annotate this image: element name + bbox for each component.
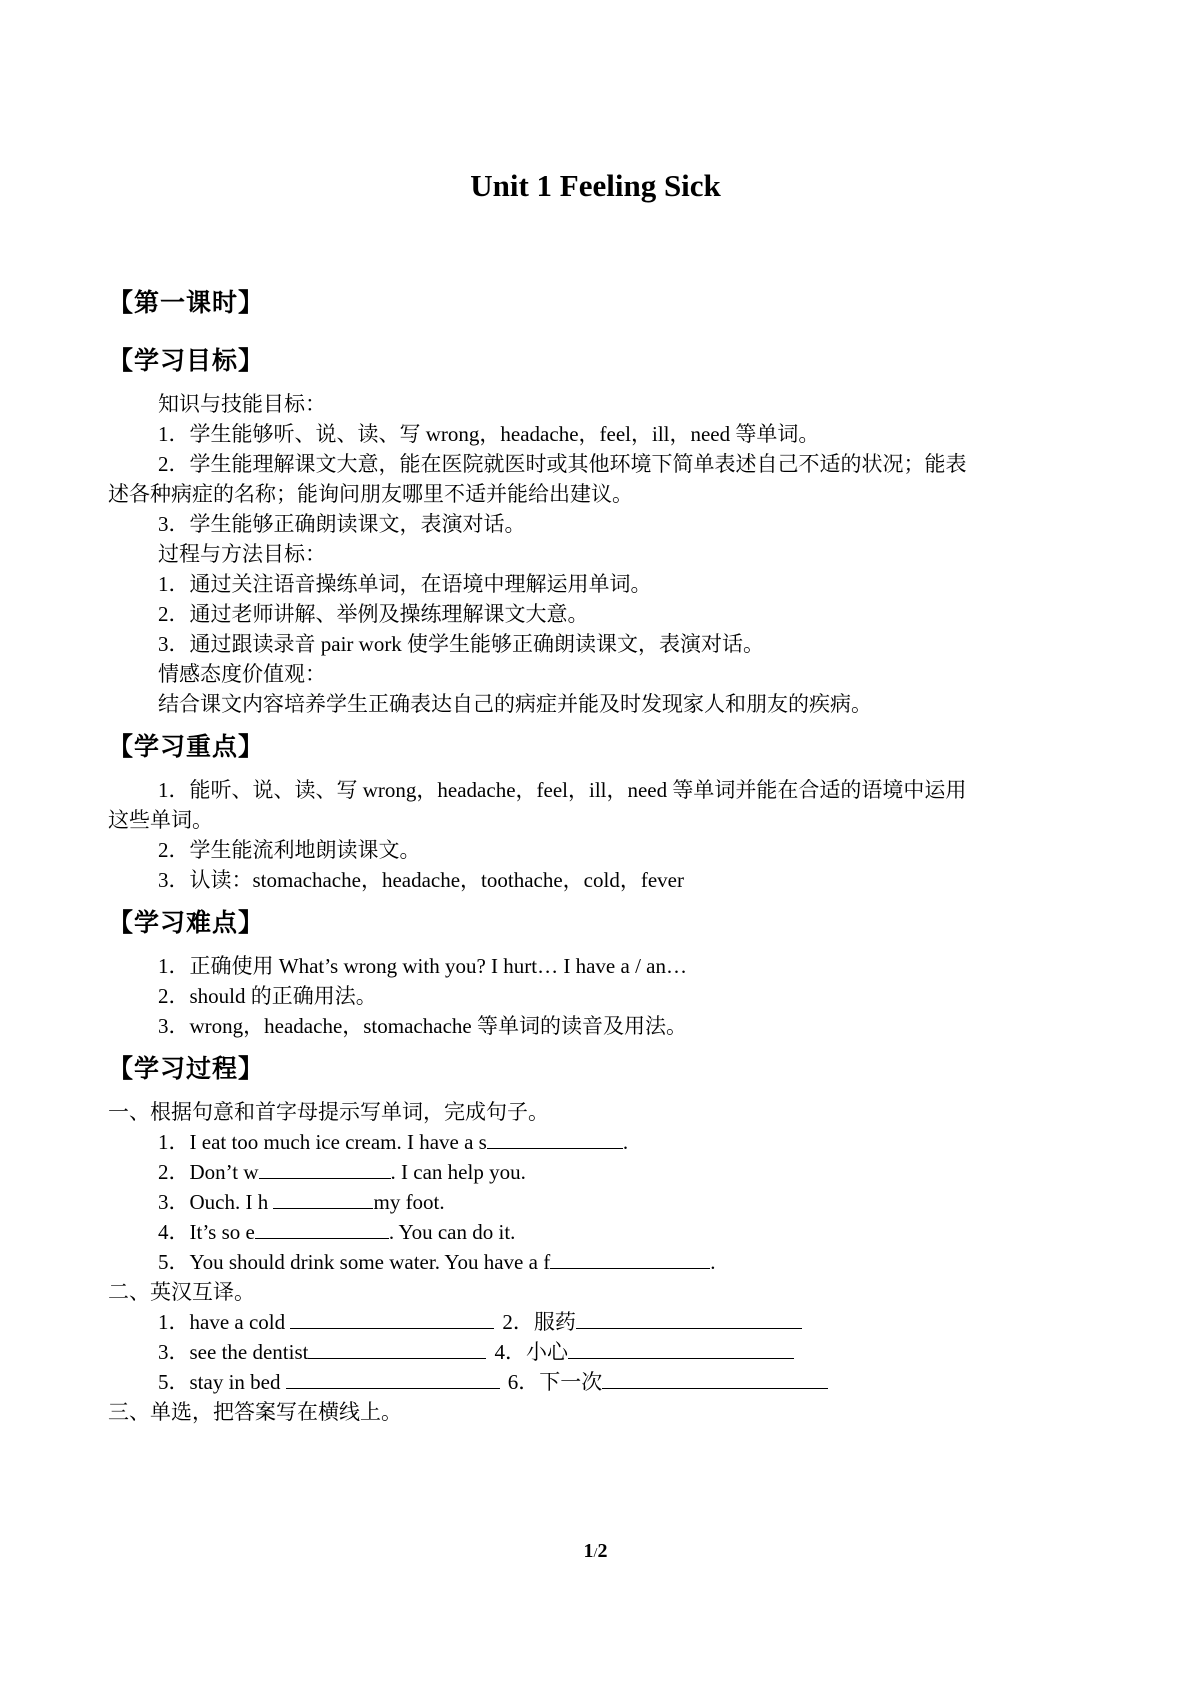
question-text: . [622,1130,629,1154]
question-text: 2．Don’t w [158,1160,259,1184]
question-text: 5．You should drink some water. You have a f [158,1250,551,1274]
exercise2-title: 二、英汉互译。 [108,1280,255,1304]
difficulty-1: 1．正确使用 What’s wrong with you? I hurt… I have a / an… [158,954,687,978]
answer-blank[interactable] [308,1357,486,1359]
page-separator: / [593,1546,598,1561]
question-text: . You can do it. [388,1220,516,1244]
exercise3-title: 三、单选，把答案写在横线上。 [108,1400,402,1424]
exercise1-question-3 [158,1186,445,1216]
exercise2-row-3 [158,1366,828,1396]
answer-blank[interactable] [286,1387,500,1389]
item-text: 6．下一次 [507,1370,603,1394]
item-text: 4．小心 [494,1340,568,1364]
section-heading-goals: 【学习目标】 [108,346,265,375]
question-text: 3．Ouch. I h [158,1190,274,1214]
section-heading-difficulties: 【学习难点】 [108,908,265,937]
question-text: 1．I eat too much ice cream. I have a s [158,1130,487,1154]
key-point-1b: 这些单词。 [108,808,213,832]
question-text: 4．It’s so e [158,1220,255,1244]
exercise1-question-1 [158,1126,628,1156]
exercise1-title: 一、根据句意和首字母提示写单词，完成句子。 [108,1100,549,1124]
item-text: 2．服药 [502,1310,576,1334]
key-point-1a: 1．能听、说、读、写 wrong，headache，feel，ill，need 等单词并能在合适的语境中运用 [158,778,967,802]
exercise2-row-1 [158,1306,802,1336]
answer-blank[interactable] [576,1327,802,1329]
goals-knowledge-2b: 述各种病症的名称；能询问朋友哪里不适并能给出建议。 [108,482,633,506]
page-number [0,1540,1191,1563]
document-title: Unit 1 Feeling Sick [470,168,721,203]
goals-knowledge-1: 1．学生能够听、说、读、写 wrong，headache，feel，ill，need 等单词。 [158,422,820,446]
goals-knowledge-3: 3．学生能够正确朗读课文，表演对话。 [158,512,526,536]
question-text: . [710,1250,716,1274]
goals-process-2: 2．通过老师讲解、举例及操练理解课文大意。 [158,602,589,626]
item-text: 1．have a cold [158,1310,291,1334]
section-heading-key-points: 【学习重点】 [108,732,265,761]
goals-knowledge-2a: 2．学生能理解课文大意，能在医院就医时或其他环境下简单表述自己不适的状况；能表 [158,452,967,476]
goals-process-3: 3．通过跟读录音 pair work 使学生能够正确朗读课文，表演对话。 [158,632,765,656]
answer-blank[interactable] [259,1177,391,1179]
key-point-2: 2．学生能流利地朗读课文。 [158,838,421,862]
answer-blank[interactable] [602,1387,828,1389]
answer-blank[interactable] [255,1237,389,1239]
goals-process-title: 过程与方法目标： [158,542,326,566]
question-text: . I can help you. [390,1160,526,1184]
page-current: 1 [583,1540,594,1562]
answer-blank[interactable] [568,1357,794,1359]
difficulty-3: 3．wrong，headache，stomachache 等单词的读音及用法。 [158,1014,687,1038]
exercise1-question-4 [158,1216,515,1246]
exercise1-question-5 [158,1246,715,1276]
answer-blank[interactable] [273,1207,373,1209]
answer-blank[interactable] [550,1267,710,1269]
key-point-3: 3．认读：stomachache，headache，toothache，cold，fever [158,868,684,892]
exercise1-question-2 [158,1156,526,1186]
section-heading-lesson: 【第一课时】 [108,288,265,317]
goals-knowledge-title: 知识与技能目标： [158,392,326,416]
difficulty-2: 2．should 的正确用法。 [158,984,377,1008]
goals-process-1: 1．通过关注语音操练单词，在语境中理解运用单词。 [158,572,652,596]
item-text: 5．stay in bed [158,1370,286,1394]
answer-blank[interactable] [290,1327,494,1329]
question-text: my foot. [373,1190,445,1214]
page-total: 2 [597,1540,608,1562]
goals-emotion-1: 结合课文内容培养学生正确表达自己的病症并能及时发现家人和朋友的疾病。 [158,692,872,716]
item-text: 3．see the dentist [158,1340,309,1364]
section-heading-process: 【学习过程】 [108,1054,265,1083]
answer-blank[interactable] [487,1147,623,1149]
goals-emotion-title: 情感态度价值观： [158,662,326,686]
exercise2-row-2 [158,1336,794,1366]
